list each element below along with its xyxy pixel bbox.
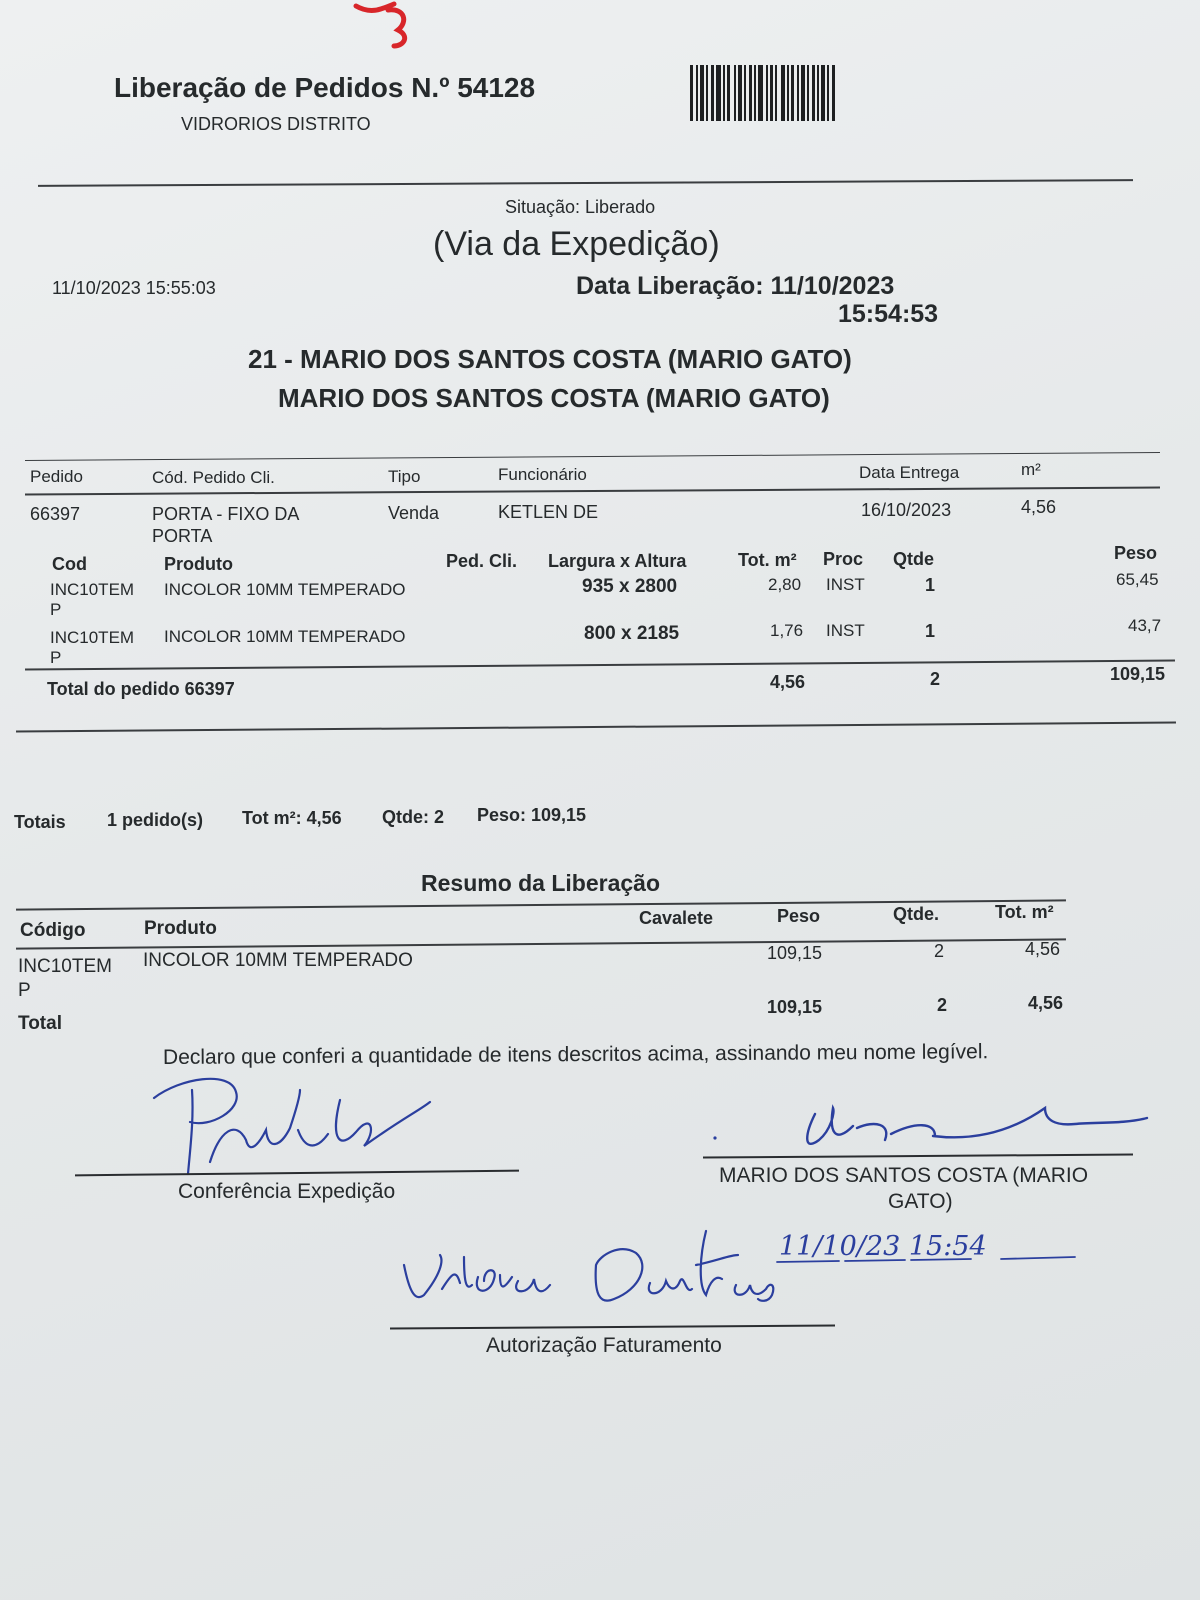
col-m2: m² [1021, 460, 1041, 479]
item-col-ped-cli: Ped. Cli. [446, 551, 518, 571]
item-tot-m2: 2,80 [768, 575, 802, 594]
summary-codigo-2: P [18, 980, 31, 1001]
order-tipo: Venda [388, 503, 440, 523]
item-cod-1: INC10TEM [50, 580, 135, 599]
autorizacao-label: Autorização Faturamento [486, 1334, 722, 1357]
barcode [690, 65, 880, 121]
order-top-rule [25, 452, 1160, 461]
summary-total-label: Total [18, 1013, 62, 1034]
summary-col-qtde: Qtde. [893, 904, 940, 924]
item-cod-2: P [50, 648, 62, 667]
item-col-tot-m2: Tot. m² [738, 550, 797, 570]
summary-peso: 109,15 [767, 943, 823, 963]
summary-col-tot-m2: Tot. m² [995, 902, 1054, 922]
item-col-largura-altura: Largura x Altura [548, 551, 687, 571]
client-line-1: 21 - MARIO DOS SANTOS COSTA (MARIO GATO) [248, 344, 852, 374]
item-proc: INST [826, 621, 865, 640]
item-cod-2: P [50, 600, 62, 619]
copy-label: (Via da Expedição) [433, 225, 720, 263]
item-cod-1: INC10TEM [50, 628, 135, 647]
item-proc: INST [826, 575, 865, 594]
order-m2: 4,56 [1021, 497, 1057, 517]
totals-label: Totais [14, 812, 66, 832]
item-col-produto: Produto [164, 554, 233, 574]
item-col-cod: Cod [52, 554, 87, 574]
conferencia-label: Conferência Expedição [178, 1180, 396, 1203]
summary-title: Resumo da Liberação [421, 870, 661, 896]
autorizacao-signature [400, 1225, 800, 1320]
summary-col-cavalete: Cavalete [639, 908, 714, 928]
order-funcionario: KETLEN DE [498, 502, 599, 522]
col-tipo: Tipo [388, 467, 421, 486]
col-pedido: Pedido [30, 467, 83, 486]
totals-peso: Peso: 109,15 [477, 805, 587, 825]
summary-total-peso: 109,15 [767, 997, 823, 1017]
item-qtde: 1 [925, 575, 936, 595]
client-label-1: MARIO DOS SANTOS COSTA (MARIO [719, 1164, 1089, 1187]
client-label-2: GATO) [888, 1190, 953, 1213]
company-name: VIDRORIOS DISTRITO [181, 114, 371, 134]
order-total-peso: 109,15 [1110, 664, 1166, 684]
item-qtde: 1 [925, 621, 936, 641]
item-peso: 65,45 [1116, 570, 1159, 589]
declaration-text: Declaro que conferi a quantidade de itens descritos acima, assinando meu nome legível. [162, 1040, 989, 1069]
document-title: Liberação de Pedidos N.º 54128 [114, 72, 536, 103]
summary-qtde: 2 [934, 941, 945, 961]
item-col-peso: Peso [1114, 543, 1158, 563]
summary-col-codigo: Código [20, 920, 86, 941]
conferencia-signature [150, 1070, 450, 1180]
summary-total-qtde: 2 [937, 995, 948, 1015]
item-produto: INCOLOR 10MM TEMPERADO [164, 627, 406, 646]
header-divider [38, 179, 1133, 187]
summary-header-rule [16, 938, 1066, 949]
release-time: 15:54:53 [838, 300, 939, 328]
col-cod-cli: Cód. Pedido Cli. [152, 468, 275, 487]
order-cod-cli-2: PORTA [152, 526, 213, 546]
item-dims: 800 x 2185 [584, 623, 680, 644]
handwritten-date-text: 11/10/23 15:54 [779, 1231, 987, 1262]
col-funcionario: Funcionário [498, 465, 587, 484]
item-col-qtde: Qtde [893, 549, 935, 569]
handwritten-date [775, 1228, 1105, 1268]
summary-col-peso: Peso [777, 906, 821, 926]
summary-codigo-1: INC10TEM [18, 956, 112, 977]
client-line-2: MARIO DOS SANTOS COSTA (MARIO GATO) [278, 383, 830, 413]
release-date: Data Liberação: 11/10/2023 [576, 272, 895, 300]
client-signature [705, 1100, 1165, 1160]
order-total-m2: 4,56 [770, 672, 806, 692]
summary-total-m2: 4,56 [1028, 993, 1064, 1013]
item-col-proc: Proc [823, 549, 864, 569]
print-datetime: 11/10/2023 15:55:03 [52, 278, 216, 298]
order-total-qtde: 2 [930, 669, 941, 689]
summary-tot-m2: 4,56 [1025, 939, 1061, 959]
autorizacao-signature-line [390, 1324, 835, 1329]
col-data-entrega: Data Entrega [859, 463, 960, 482]
red-pen-mark [350, 0, 430, 55]
order-total-rule [25, 659, 1175, 670]
item-dims: 935 x 2800 [582, 576, 678, 597]
order-cod-cli-1: PORTA - FIXO DA [152, 504, 300, 524]
totals-pedidos: 1 pedido(s) [107, 810, 204, 830]
summary-col-produto: Produto [144, 918, 217, 939]
order-total-label: Total do pedido 66397 [47, 679, 235, 699]
summary-produto: INCOLOR 10MM TEMPERADO [143, 950, 413, 971]
order-number: 66397 [30, 504, 81, 524]
item-produto: INCOLOR 10MM TEMPERADO [164, 580, 406, 599]
totals-qtde: Qtde: 2 [382, 807, 445, 827]
status-text: Situação: Liberado [505, 197, 656, 217]
order-data-entrega: 16/10/2023 [861, 500, 952, 520]
item-peso: 43,7 [1128, 616, 1162, 635]
totals-m2: Tot m²: 4,56 [242, 808, 342, 828]
order-bottom-rule [16, 721, 1176, 732]
item-tot-m2: 1,76 [770, 621, 804, 640]
